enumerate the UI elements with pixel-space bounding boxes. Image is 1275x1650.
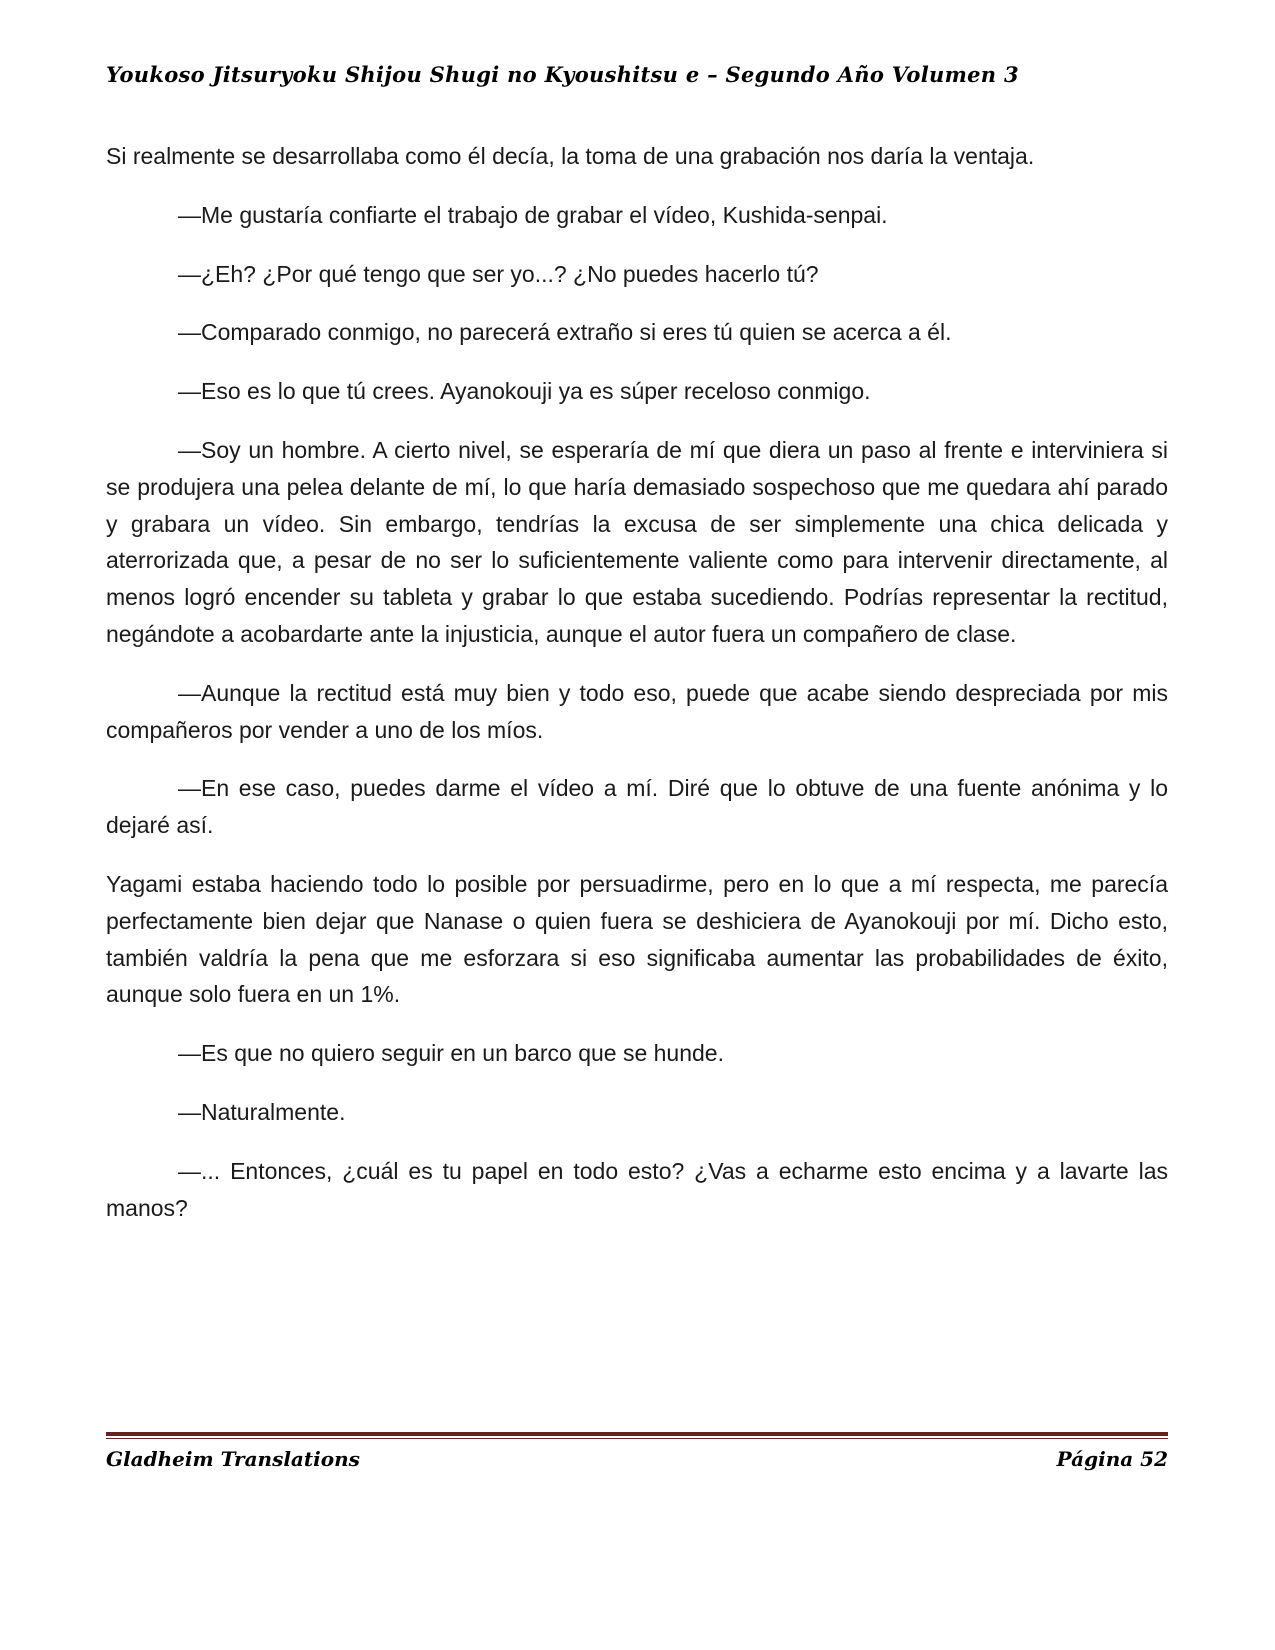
paragraph: —Es que no quiero seguir en un barco que se hunde. <box>178 1040 724 1067</box>
footer-rule-thin <box>106 1438 1168 1439</box>
paragraph: —Comparado conmigo, no parecerá extraño si eres tú quien se acerca a él. <box>178 319 952 346</box>
body-content <box>106 138 1168 1248</box>
paragraph: Yagami estaba haciendo todo lo posible por persuadirme, pero en lo que a mí respecta, me parecía perfectamente bien dejar que Nanase o quien fuera se deshiciera de Ayanokouji por mí. Dicho esto, también valdría la pena que me esforzara si eso significaba aumentar las probabilidades de éxito, aunque solo fuera en un 1%. <box>106 870 1168 1008</box>
footer-rule-thick <box>106 1432 1168 1436</box>
paragraph: Si realmente se desarrollaba como él decía, la toma de una grabación nos daría la ventaja. <box>106 143 1035 169</box>
page-header <box>106 62 1168 87</box>
footer-page-number: Página 52 <box>1056 1447 1168 1471</box>
paragraph: —Aunque la rectitud está muy bien y todo eso, puede que acabe siendo despreciada por mis compañeros por vender a uno de los míos. <box>106 679 1168 743</box>
paragraph: —Me gustaría confiarte el trabajo de grabar el vídeo, Kushida-senpai. <box>178 201 888 228</box>
paragraph: —Naturalmente. <box>178 1098 346 1125</box>
paragraph: —¿Eh? ¿Por qué tengo que ser yo...? ¿No puedes hacerlo tú? <box>178 260 819 287</box>
paragraph: —Soy un hombre. A cierto nivel, se esperaría de mí que diera un paso al frente e interviniera si se produjera una pelea delante de mí, lo que haría demasiado sospechoso que me quedara ahí parado y grabara un vídeo. Sin embargo, tendrías la excusa de ser simplemente una chica delicada y aterrorizada que, a pesar de no ser lo suficientemente valiente como para intervenir directamente, al menos logró encender su tableta y grabar lo que estaba sucediendo. Podrías representar la rectitud, negándote a acobardarte ante la injusticia, aunque el autor fuera un compañero de clase. <box>106 436 1168 647</box>
paragraph: —... Entonces, ¿cuál es tu papel en todo esto? ¿Vas a echarme esto encima y a lavarte las manos? <box>106 1157 1168 1221</box>
header-title: Youkoso Jitsuryoku Shijou Shugi no Kyoushitsu e – Segundo Año Volumen 3 <box>106 62 1019 87</box>
paragraph: —En ese caso, puedes darme el vídeo a mí. Diré que lo obtuve de una fuente anónima y lo dejaré así. <box>106 775 1168 839</box>
paragraph: —Eso es lo que tú crees. Ayanokouji ya es súper receloso conmigo. <box>178 378 871 405</box>
page-footer <box>106 1432 1168 1471</box>
footer-translator: Gladheim Translations <box>106 1447 360 1471</box>
